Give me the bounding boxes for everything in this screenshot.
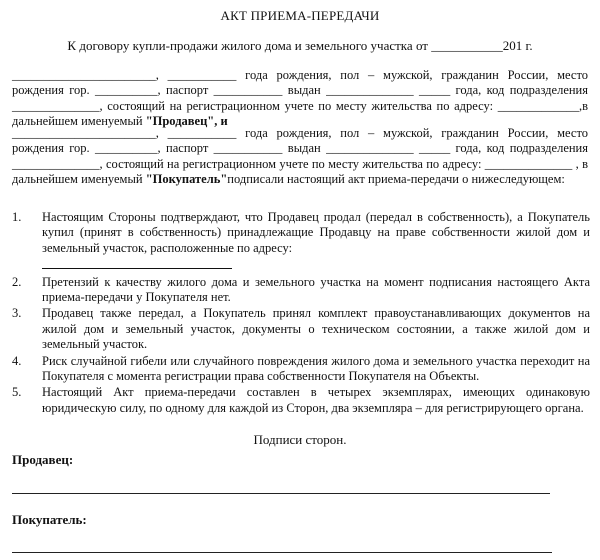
- party-seller-designation: в дальнейшем именуемый: [12, 98, 588, 129]
- party-seller-details: _______________________, ___________ года рождения, пол – мужской, гражданин России, место рождения гор. __________, паспорт ___________ выдан ______________ _____ года, код подразделения ______________, состоящий на регистрационном учете по месту жительства по адресу: _____________,: [12, 68, 588, 113]
- list-item: [12, 306, 590, 352]
- list-item-number: 2.: [12, 274, 22, 289]
- buyer-signature-line: [12, 552, 552, 553]
- list-item-number: 1.: [12, 210, 22, 224]
- list-item-number: 3.: [12, 306, 22, 321]
- party-buyer-role: "Покупатель": [145, 172, 228, 187]
- list-item-text: Риск случайной гибели или случайного повреждения жилого дома и земельного участка переходит на Покупателя с момента регистрации права собственности Покупателя на Объекты.: [42, 353, 590, 384]
- list-item-content: [42, 210, 590, 274]
- list-item: [12, 275, 590, 306]
- document-title: АКТ ПРИЕМА-ПЕРЕДАЧИ: [220, 8, 380, 23]
- signatures-heading: Подписи сторон.: [253, 432, 347, 447]
- terms-list: [12, 210, 590, 417]
- list-item-text: Претензий к качеству жилого дома и земельного участка на момент подписания настоящего Акта приема-передачи у Покупателя нет.: [42, 274, 590, 305]
- seller-signature-line: [12, 493, 550, 494]
- list-item-number: 4.: [12, 353, 22, 368]
- party-buyer-details: _______________________, ___________ года рождения, пол – мужской, гражданин России, место рождения гор. __________, паспорт ___________ выдан ______________ _____ года, код подразделения ______________, состоящий на регистрационном учете по месту жительства по адресу: ______________ ,: [12, 126, 588, 171]
- list-item: [12, 385, 590, 416]
- party-seller-role: "Продавец": [145, 114, 215, 129]
- list-item-text: Продавец также передал, а Покупатель принял комплект правоустанавливающих документов на жилой дом и земельный участок, документы о техническом состоянии, а также жилой дом и земельный участок.: [42, 306, 590, 352]
- buyer-signature-label: Покупатель:: [12, 512, 87, 527]
- address-blank-line: [42, 256, 232, 269]
- party-seller-suffix: , и: [214, 114, 228, 129]
- list-item-text: Настоящим Стороны подтверждают, что Продавец продал (передал в собственность), а Покупатель купил (принят в собственность) принадлежащие Продавцу на праве собственности жилой дом и земельный участок, расположенные по адресу:: [42, 210, 590, 255]
- list-item: [12, 354, 590, 385]
- document-subtitle: К договору купли-продажи жилого дома и земельного участка от ___________201 г.: [67, 38, 533, 53]
- seller-signature-label: Продавец:: [12, 452, 74, 467]
- party-buyer-suffix: подписали настоящий акт приема-передачи о нижеследующем:: [227, 172, 565, 187]
- list-item-text: Настоящий Акт приема-передачи составлен в четырех экземплярах, имеющих одинаковую юридическую силу, по одному для каждой из Сторон, два экземпляра – для регистрирующего органа.: [42, 385, 590, 415]
- list-item-number: 5.: [12, 385, 22, 400]
- party-buyer-designation: в дальнейшем именуемый: [12, 156, 589, 187]
- party-buyer-paragraph: [12, 126, 588, 188]
- list-item: [12, 210, 590, 274]
- party-seller-paragraph: [12, 68, 588, 130]
